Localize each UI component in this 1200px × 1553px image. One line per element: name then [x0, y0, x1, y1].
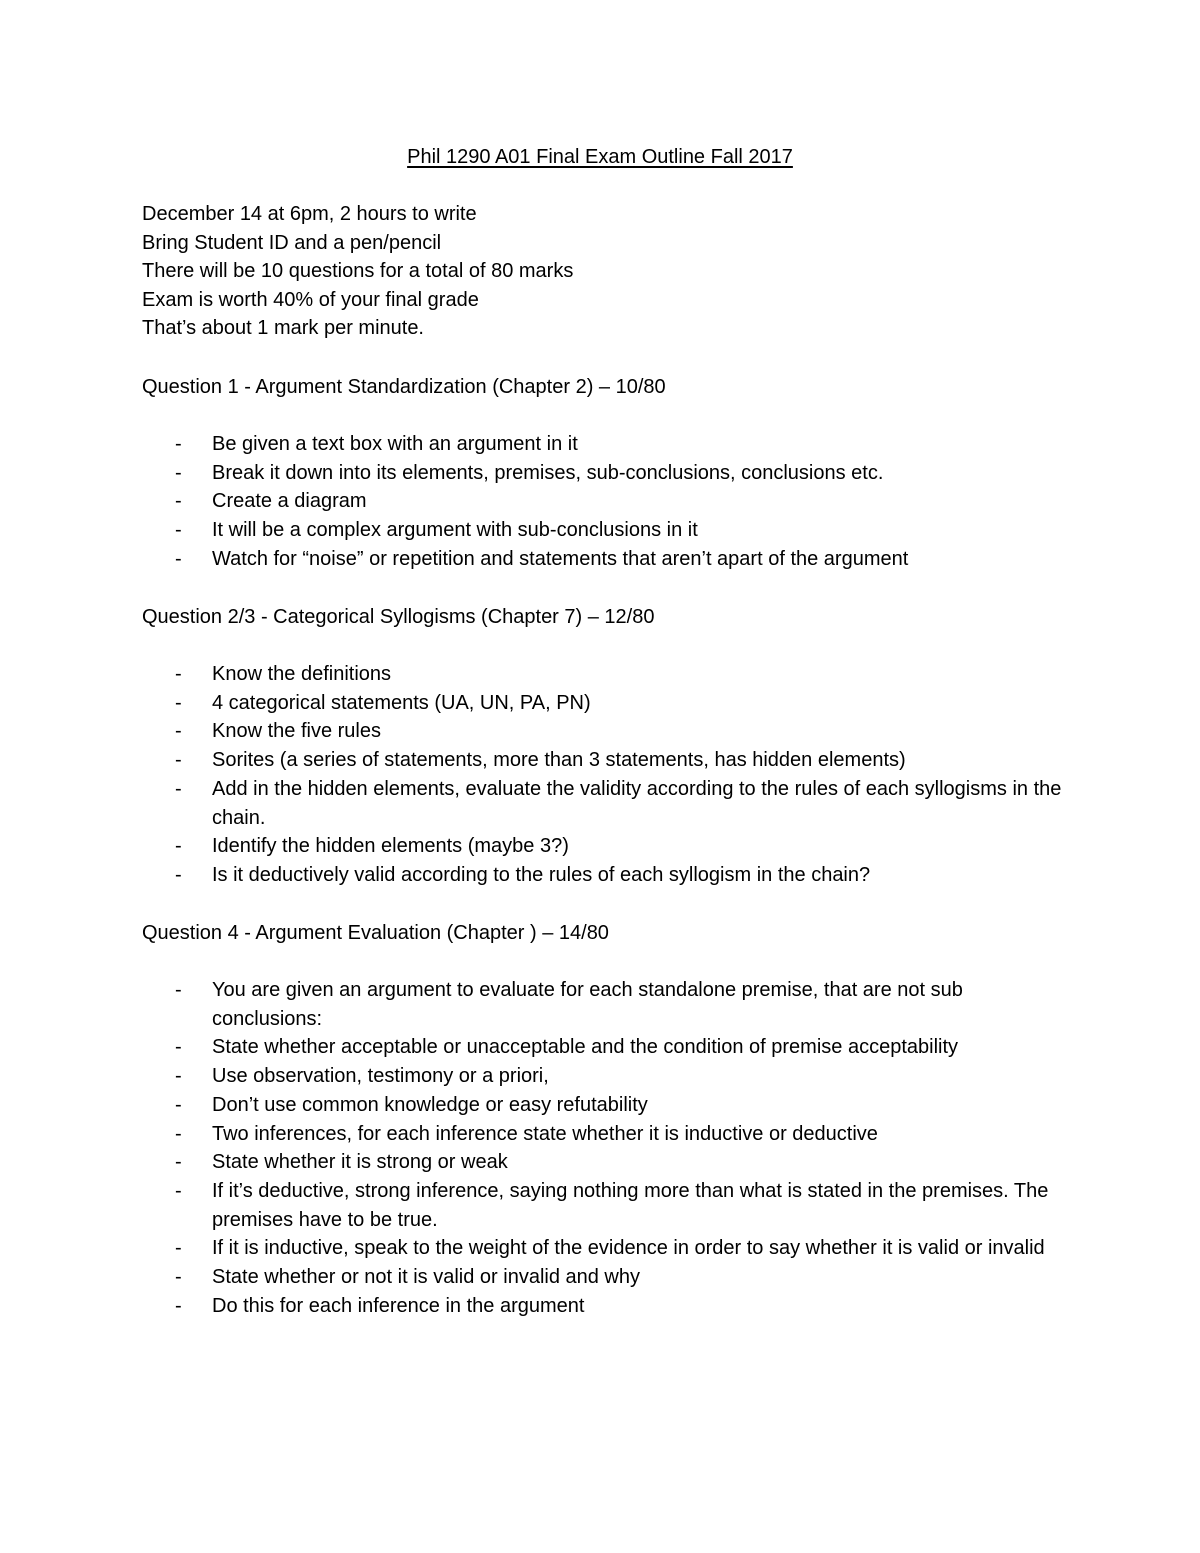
- intro-line: Exam is worth 40% of your final grade: [142, 288, 479, 311]
- list-item: [142, 660, 1072, 689]
- list-item-text: State whether or not it is valid or invalid and why: [212, 1266, 640, 1289]
- list-item: [142, 746, 1072, 775]
- list-item: [142, 1292, 1072, 1321]
- bullet-dash: -: [175, 1065, 182, 1088]
- bullet-dash: -: [175, 1036, 182, 1059]
- list-item-text: Don’t use common knowledge or easy refutability: [212, 1093, 648, 1116]
- list-item-text: Create a diagram: [212, 490, 367, 513]
- list-item: [142, 1177, 1072, 1234]
- list-item-text: If it’s deductive, strong inference, saying nothing more than what is stated in the premises. The premises have to be true.: [212, 1179, 1049, 1231]
- list-item: [142, 861, 1072, 890]
- list-item-text: State whether it is strong or weak: [212, 1151, 508, 1174]
- bullet-dash: -: [175, 1266, 182, 1289]
- list-item: [142, 1148, 1072, 1177]
- bullet-dash: -: [175, 979, 182, 1001]
- question-1-list: [142, 430, 1072, 574]
- list-item: [142, 459, 1072, 488]
- list-item-text: Is it deductively valid according to the rules of each syllogism in the chain?: [212, 863, 871, 886]
- bullet-dash: -: [175, 1237, 182, 1260]
- list-item: [142, 430, 1072, 459]
- bullet-dash: -: [175, 777, 182, 800]
- list-item: [142, 1033, 1072, 1062]
- bullet-dash: -: [175, 835, 182, 858]
- question-2-3-list: [142, 660, 1072, 890]
- list-item: [142, 1062, 1072, 1091]
- bullet-dash: -: [175, 720, 182, 743]
- bullet-dash: -: [175, 691, 182, 714]
- bullet-dash: -: [175, 1122, 182, 1145]
- intro-list: [142, 200, 573, 343]
- bullet-dash: -: [175, 490, 182, 513]
- bullet-dash: -: [175, 663, 182, 685]
- list-item: [142, 689, 1072, 718]
- question-2-3-heading: Question 2/3 - Categorical Syllogisms (Chapter 7) – 12/80: [142, 606, 655, 628]
- list-item: [142, 1234, 1072, 1263]
- list-item-text: Be given a text box with an argument in it: [212, 433, 578, 455]
- list-item: [142, 487, 1072, 516]
- bullet-dash: -: [175, 1093, 182, 1116]
- list-item: [142, 775, 1072, 832]
- bullet-dash: -: [175, 1179, 182, 1202]
- bullet-dash: -: [175, 433, 182, 455]
- list-item-text: Two inferences, for each inference state whether it is inductive or deductive: [212, 1122, 878, 1145]
- page-title: Phil 1290 A01 Final Exam Outline Fall 2017: [407, 146, 793, 168]
- list-item: [142, 1091, 1072, 1120]
- bullet-dash: -: [175, 1294, 182, 1317]
- question-4-heading: Question 4 - Argument Evaluation (Chapter ) – 14/80: [142, 922, 609, 944]
- question-1-heading: Question 1 - Argument Standardization (Chapter 2) – 10/80: [142, 376, 666, 398]
- intro-line: Bring Student ID and a pen/pencil: [142, 231, 442, 254]
- list-item-text: It will be a complex argument with sub-conclusions in it: [212, 519, 698, 542]
- bullet-dash: -: [175, 461, 182, 484]
- bullet-dash: -: [175, 519, 182, 542]
- list-item: [142, 976, 1072, 1033]
- list-item-text: Identify the hidden elements (maybe 3?): [212, 835, 569, 858]
- intro-line: December 14 at 6pm, 2 hours to write: [142, 203, 477, 225]
- bullet-dash: -: [175, 547, 182, 570]
- list-item: [142, 545, 1072, 574]
- bullet-dash: -: [175, 1151, 182, 1174]
- list-item: [142, 717, 1072, 746]
- list-item-text: Sorites (a series of statements, more than 3 statements, has hidden elements): [212, 749, 906, 772]
- intro-line: There will be 10 questions for a total of 80 marks: [142, 260, 574, 283]
- list-item-text: Add in the hidden elements, evaluate the validity according to the rules of each syllogisms in the chain.: [212, 777, 1062, 829]
- list-item: [142, 1263, 1072, 1292]
- list-item-text: Watch for “noise” or repetition and statements that aren’t apart of the argument: [212, 547, 909, 570]
- intro-line: That’s about 1 mark per minute.: [142, 317, 424, 340]
- list-item-text: Know the definitions: [212, 663, 392, 685]
- question-4-list: [142, 976, 1072, 1320]
- list-item-text: Know the five rules: [212, 720, 381, 743]
- list-item-text: 4 categorical statements (UA, UN, PA, PN): [212, 691, 591, 714]
- list-item-text: State whether acceptable or unacceptable and the condition of premise acceptability: [212, 1036, 959, 1059]
- list-item-text: You are given an argument to evaluate for each standalone premise, that are not sub conclusions:: [212, 979, 963, 1030]
- list-item-text: Do this for each inference in the argument: [212, 1294, 585, 1317]
- list-item-text: If it is inductive, speak to the weight of the evidence in order to say whether it is valid or invalid: [212, 1237, 1045, 1260]
- list-item-text: Break it down into its elements, premises, sub-conclusions, conclusions etc.: [212, 461, 884, 484]
- list-item: [142, 516, 1072, 545]
- bullet-dash: -: [175, 749, 182, 772]
- bullet-dash: -: [175, 863, 182, 886]
- list-item: [142, 1120, 1072, 1149]
- list-item: [142, 832, 1072, 861]
- list-item-text: Use observation, testimony or a priori,: [212, 1065, 549, 1088]
